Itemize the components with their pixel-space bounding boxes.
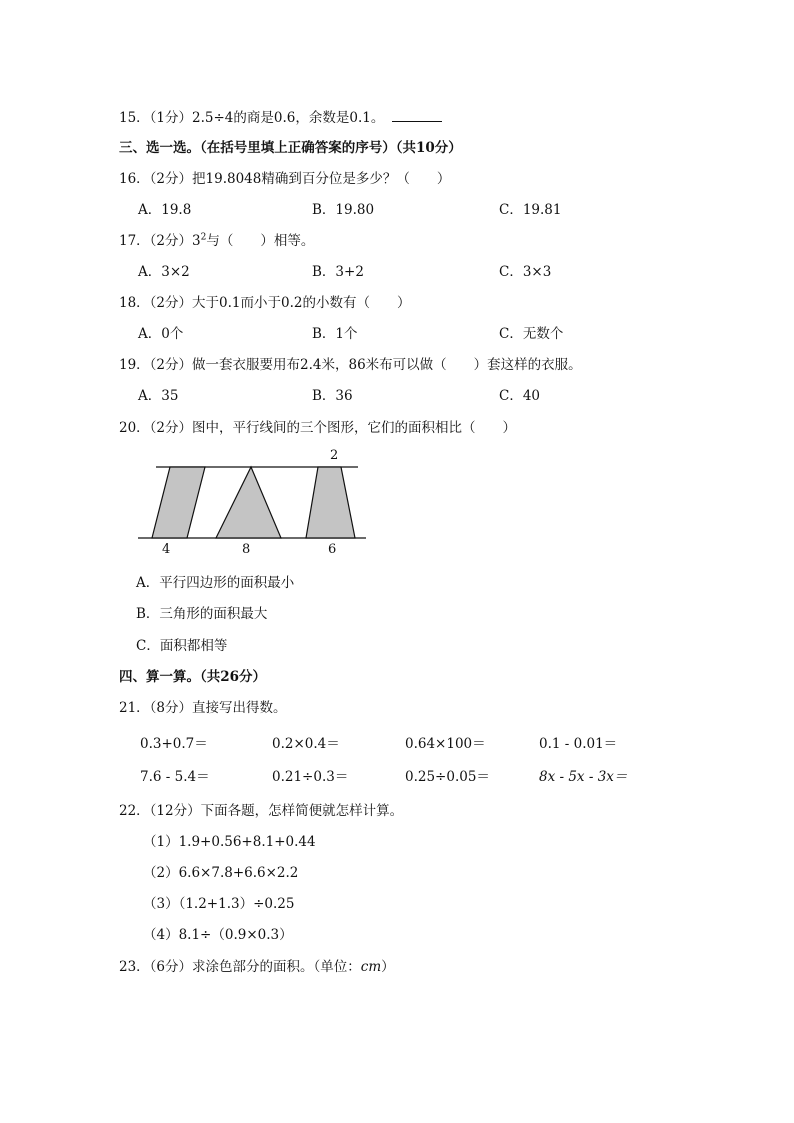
q22-item-1: （1）1.9+0.56+8.1+0.44 <box>143 834 316 850</box>
triangle-shape <box>216 467 281 538</box>
question-23-close: ） <box>381 959 395 975</box>
question-23-text: 23．（6分）求涂色部分的面积。（单位： <box>119 959 361 975</box>
q19-option-c[interactable]: C．40 <box>499 388 541 404</box>
calc-item: 0.3+0.7＝ <box>140 736 208 752</box>
q16-option-a[interactable]: A．19.8 <box>138 202 192 218</box>
unit-text: cm <box>360 959 382 975</box>
question-22-text: 22．（12分）下面各题，怎样简便就怎样计算。 <box>119 803 404 819</box>
q18-option-c[interactable]: C．无数个 <box>499 326 564 342</box>
calc-item: 7.6 - 5.4＝ <box>140 769 210 785</box>
q16-option-b[interactable]: B．19.80 <box>312 202 375 218</box>
calc-item: 8x - 5x - 3x＝ <box>539 769 628 785</box>
label-parallelogram-base: 4 <box>162 542 171 557</box>
calc-item: 0.21÷0.3＝ <box>272 769 349 785</box>
q18-option-b[interactable]: B．1个 <box>312 326 358 342</box>
question-19-text: 19．（2分）做一套衣服要用布2.4米，86米布可以做（ ）套这样的衣服。 <box>119 357 582 373</box>
label-triangle-base: 8 <box>242 542 251 557</box>
q19-option-a[interactable]: A．35 <box>138 388 179 404</box>
question-20-text: 20．（2分）图中，平行线间的三个图形，它们的面积相比（ ） <box>119 420 517 436</box>
calc-item: 0.25÷0.05＝ <box>405 769 490 785</box>
q22-item-2: （2）6.6×7.8+6.6×2.2 <box>143 865 299 881</box>
trapezoid-shape <box>306 467 355 538</box>
question-21-text: 21．（8分）直接写出得数。 <box>119 700 287 716</box>
q20-option-c[interactable]: C．面积都相等 <box>136 638 228 654</box>
calc-item: 0.1 - 0.01＝ <box>539 736 618 752</box>
exponent: 2 <box>200 232 207 243</box>
calc-item: 0.64×100＝ <box>405 736 486 752</box>
question-17 <box>119 229 314 249</box>
parallelogram-shape <box>152 467 205 538</box>
question-16-text: 16．（2分）把19.8048精确到百分位是多少？（ ） <box>119 171 451 187</box>
q20-option-a[interactable]: A．平行四边形的面积最小 <box>136 575 295 591</box>
q22-item-4: （4）8.1÷（0.9×0.3） <box>143 927 293 943</box>
q16-option-c[interactable]: C．19.81 <box>499 202 562 218</box>
section-4-title: 四、算一算。（共26分） <box>119 669 267 685</box>
question-23 <box>119 955 395 975</box>
q17-option-a[interactable]: A．3×2 <box>138 264 190 280</box>
q22-item-3: （3）（1.2+1.3）÷0.25 <box>143 896 295 912</box>
label-trapezoid-top: 2 <box>330 448 339 463</box>
q20-option-b[interactable]: B．三角形的面积最大 <box>136 606 268 622</box>
question-15-text: 15．（1分）2.5÷4的商是0.6，余数是0.1。 <box>119 110 385 126</box>
parallel-lines-figure <box>136 445 366 560</box>
question-17-prefix: 17．（2分）3 <box>119 233 201 249</box>
calc-item: 0.2×0.4＝ <box>272 736 340 752</box>
q17-option-c[interactable]: C．3×3 <box>499 264 552 280</box>
label-trapezoid-bottom: 6 <box>328 542 337 557</box>
answer-blank[interactable] <box>392 109 442 122</box>
q19-option-b[interactable]: B．36 <box>312 388 353 404</box>
q18-option-a[interactable]: A．0个 <box>138 326 184 342</box>
section-3-title: 三、选一选。（在括号里填上正确答案的序号）（共10分） <box>119 140 462 156</box>
q17-option-b[interactable]: B．3+2 <box>312 264 364 280</box>
question-18-text: 18．（2分）大于0.1而小于0.2的小数有（ ） <box>119 295 411 311</box>
question-17-suffix: 与（ ）相等。 <box>206 233 315 249</box>
question-15 <box>119 106 442 126</box>
